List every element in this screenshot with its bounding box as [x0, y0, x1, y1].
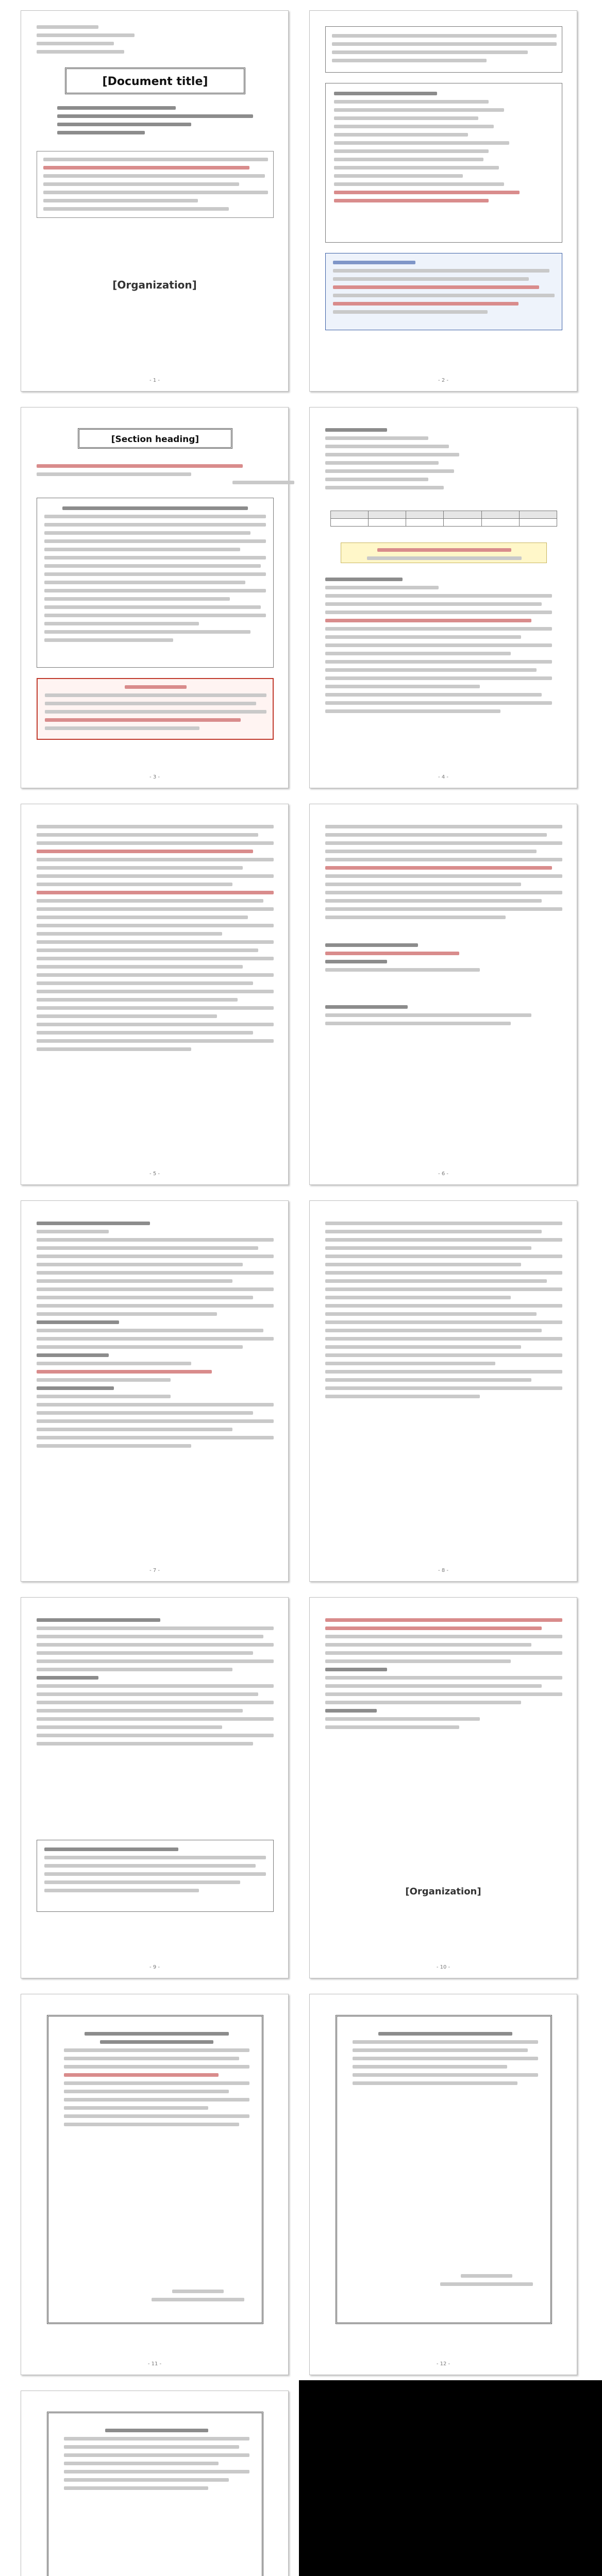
table-of-contents — [325, 83, 562, 243]
page-12 — [309, 1994, 577, 2375]
info-table — [330, 511, 557, 527]
page-5 — [21, 804, 289, 1185]
closing-signature: [Organization] — [405, 1886, 481, 1897]
page-7 — [21, 1200, 289, 1582]
page-number: - 12 - — [436, 2361, 450, 2367]
section-2 — [325, 578, 562, 718]
page-6 — [309, 804, 577, 1185]
warning-box — [37, 678, 274, 740]
body-text — [37, 1222, 274, 1452]
header-lines — [37, 25, 140, 58]
page-number: - 9 - — [149, 1964, 160, 1970]
form-box — [336, 2015, 552, 2324]
form-box — [47, 2412, 263, 2576]
section-4 — [325, 1005, 562, 1030]
organization-name: [Organization] — [112, 279, 197, 291]
body-text — [37, 1618, 274, 1750]
page-2 — [309, 10, 577, 392]
section-3 — [325, 943, 562, 976]
page-10 — [309, 1597, 577, 1978]
page-1 — [21, 10, 289, 392]
section-1 — [325, 428, 562, 494]
page-number: - 3 - — [149, 774, 160, 780]
page-number: - 6 - — [438, 1171, 448, 1177]
notice-body-box — [37, 498, 274, 668]
highlight-box — [341, 543, 547, 563]
notice-title: [Section heading] — [111, 434, 199, 445]
body-text — [37, 825, 274, 1056]
page-4 — [309, 407, 577, 788]
viewer-empty-area — [299, 2380, 602, 2576]
form-box — [47, 2015, 263, 2324]
summary-list — [57, 106, 253, 139]
page-number: - 1 - — [149, 378, 160, 383]
page-8 — [309, 1200, 577, 1582]
title-box — [65, 67, 245, 94]
document-title: [Document title] — [102, 75, 208, 88]
page-number: - 5 - — [149, 1171, 160, 1177]
page-11 — [21, 1994, 289, 2375]
page-number: - 10 - — [436, 1964, 450, 1970]
page-number: - 4 - — [438, 774, 448, 780]
body-text — [325, 1222, 562, 1403]
page-9 — [21, 1597, 289, 1978]
intro-box — [325, 26, 562, 73]
bordered-box — [37, 1840, 274, 1912]
page-number: - 8 - — [438, 1568, 448, 1573]
page-number: - 7 - — [149, 1568, 160, 1573]
body-text — [325, 1618, 562, 1734]
body-text — [325, 825, 562, 924]
notice-title-box — [78, 428, 232, 449]
page-number: - 2 - — [438, 378, 448, 383]
page-3 — [21, 407, 289, 788]
notice-box — [37, 151, 274, 218]
page-number: - 11 - — [147, 2361, 162, 2367]
notice-lead — [37, 464, 274, 489]
info-box — [325, 253, 562, 330]
page-13 — [21, 2391, 289, 2576]
